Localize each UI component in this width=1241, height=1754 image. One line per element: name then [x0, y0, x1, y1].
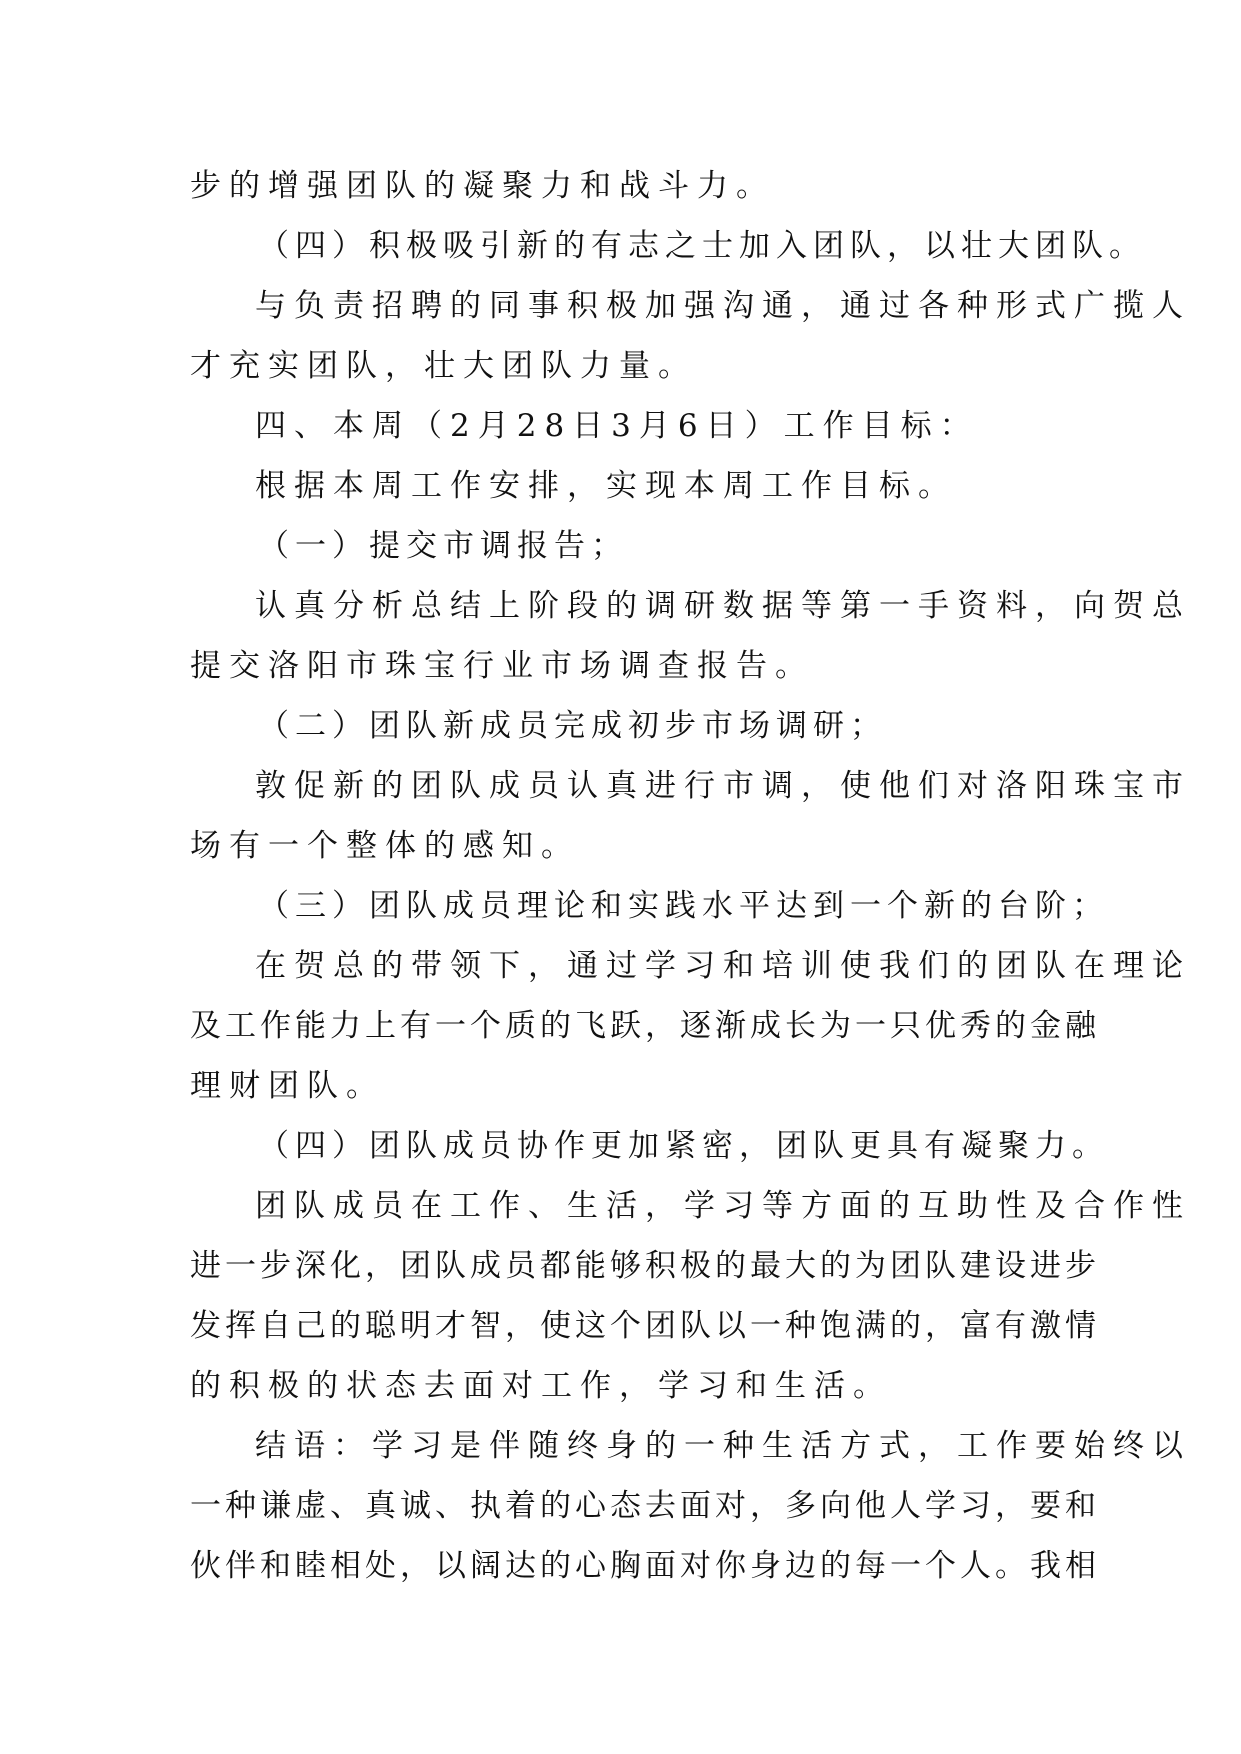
paragraph-line: 团队成员在工作、生活，学习等方面的互助性及合作性 — [255, 1188, 1191, 1224]
paragraph-line: 在贺总的带领下，通过学习和培训使我们的团队在理论 — [255, 948, 1191, 984]
paragraph-line: 提交洛阳市珠宝行业市场调查报告。 — [190, 648, 814, 684]
paragraph-line: 及工作能力上有一个质的飞跃，逐渐成长为一只优秀的金融 — [190, 1008, 1100, 1044]
paragraph-line: 的积极的状态去面对工作，学习和生活。 — [190, 1368, 892, 1404]
paragraph-line: 进一步深化，团队成员都能够积极的最大的为团队建设进步 — [190, 1248, 1100, 1284]
section-heading: （四）团队成员协作更加紧密，团队更具有凝聚力。 — [258, 1128, 1109, 1164]
section-heading: 四、本周（2月28日3月6日）工作目标： — [255, 408, 979, 444]
paragraph-line: 伙伴和睦相处，以阔达的心胸面对你身边的每一个人。我相 — [190, 1548, 1100, 1584]
paragraph-line: 根据本周工作安排，实现本周工作目标。 — [255, 468, 957, 504]
section-heading: （三）团队成员理论和实践水平达到一个新的台阶； — [258, 888, 1109, 924]
paragraph-line: 一种谦虚、真诚、执着的心态去面对，多向他人学习，要和 — [190, 1488, 1100, 1524]
paragraph-line: 认真分析总结上阶段的调研数据等第一手资料，向贺总 — [255, 588, 1191, 624]
paragraph-line: 发挥自己的聪明才智，使这个团队以一种饱满的，富有激情 — [190, 1308, 1100, 1344]
section-heading: （一）提交市调报告； — [258, 528, 628, 564]
paragraph-line: 与负责招聘的同事积极加强沟通，通过各种形式广揽人 — [255, 288, 1191, 324]
section-heading: （四）积极吸引新的有志之士加入团队，以壮大团队。 — [258, 228, 1146, 264]
paragraph-line: 才充实团队，壮大团队力量。 — [190, 348, 697, 384]
paragraph-line: 步的增强团队的凝聚力和战斗力。 — [190, 168, 775, 204]
paragraph-line: 敦促新的团队成员认真进行市调，使他们对洛阳珠宝市 — [255, 768, 1191, 804]
paragraph-line: 理财团队。 — [190, 1068, 385, 1104]
section-heading: （二）团队新成员完成初步市场调研； — [258, 708, 887, 744]
paragraph-line: 场有一个整体的感知。 — [190, 828, 580, 864]
paragraph-line: 结语：学习是伴随终身的一种生活方式，工作要始终以 — [255, 1428, 1191, 1464]
